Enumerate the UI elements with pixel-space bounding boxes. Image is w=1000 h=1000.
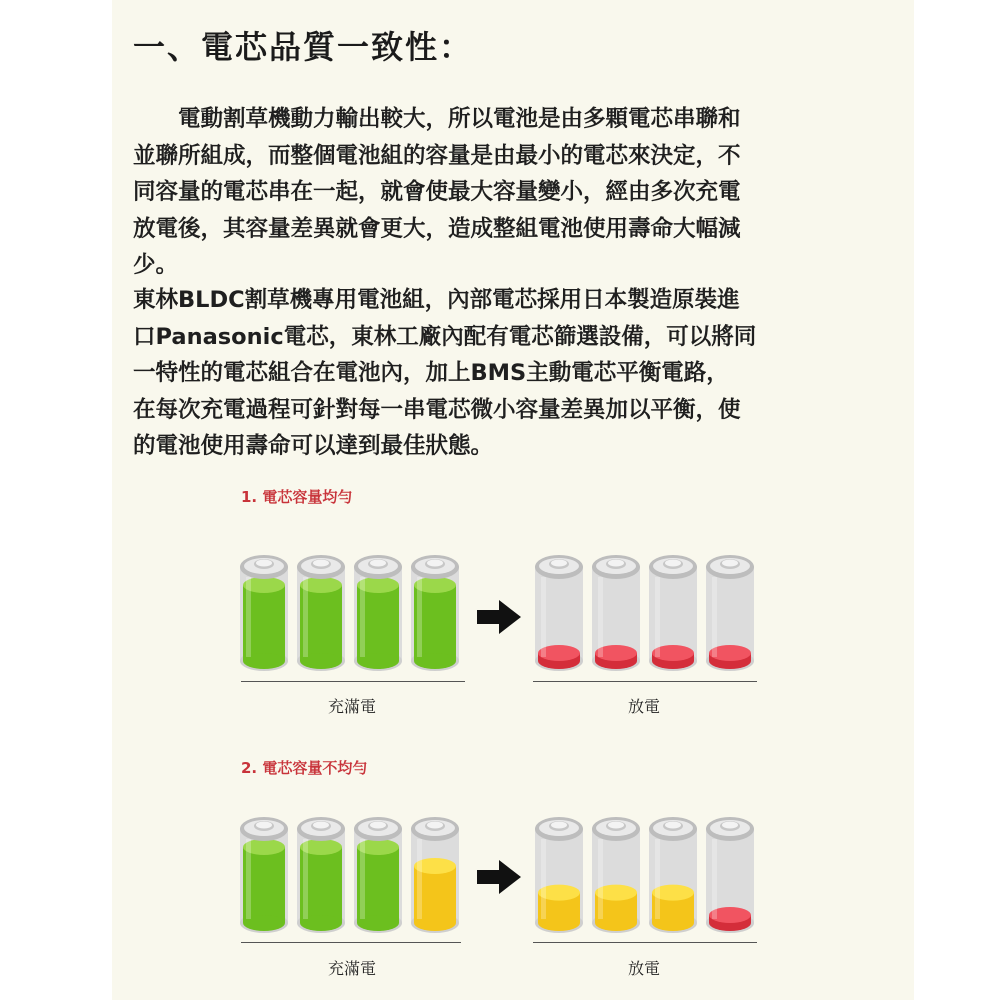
battery-cell-icon — [240, 817, 288, 933]
battery-cell-icon — [411, 555, 459, 671]
battery-cell-icon — [535, 555, 583, 671]
caption-discharged-1: 放電 — [627, 697, 660, 716]
battery-cell-icon — [354, 817, 402, 933]
charged-battery-group-2 — [238, 815, 468, 940]
caption-charged-1: 充滿電 — [327, 697, 376, 716]
battery-cell-icon — [297, 555, 345, 671]
battery-cell-icon — [535, 817, 583, 933]
discharged-battery-group-1 — [533, 553, 763, 678]
battery-cell-icon — [297, 817, 345, 933]
caption-discharged-2: 放電 — [627, 959, 660, 978]
battery-cell-icon — [649, 555, 697, 671]
diagram-heading-uneven: 2. 電芯容量不均勻 — [241, 759, 368, 777]
battery-cell-icon — [354, 555, 402, 671]
battery-cell-icon — [706, 817, 754, 933]
discharged-battery-group-2 — [533, 815, 763, 940]
battery-cell-icon — [592, 817, 640, 933]
page-title: 一、電芯品質一致性： — [133, 28, 474, 66]
battery-cell-icon — [240, 555, 288, 671]
battery-cell-icon — [706, 555, 754, 671]
battery-cell-icon — [592, 555, 640, 671]
paragraph-panasonic: 東林BLDC割草機專用電池組，內部電芯採用日本製造原裝進 口Panasonic電芯，東林工廠內配有電芯篩選設備，可以將同 一特性的電芯組合在電池內，加上BMS主動電芯平衡電路， 在每次充電過程可針對每一串電芯微小容量差異加以平衡，使 的電池使用壽命可以達到最佳狀態。 — [133, 287, 757, 459]
caption-charged-2: 充滿電 — [327, 959, 376, 978]
charged-battery-group-1 — [238, 553, 468, 678]
battery-cell-icon — [649, 817, 697, 933]
battery-cell-icon — [411, 817, 459, 933]
diagram-heading-uniform: 1. 電芯容量均勻 — [241, 488, 353, 506]
paragraph-intro: 電動割草機動力輸出較大，所以電池是由多顆電芯串聯和 並聯所組成，而整個電池組的容量是由最小的電芯來決定，不 同容量的電芯串在一起，就會使最大容量變小，經由多次充電 放電後，其容量差異就會更大，造成整組電池使用壽命大幅減 少。 — [133, 106, 741, 278]
